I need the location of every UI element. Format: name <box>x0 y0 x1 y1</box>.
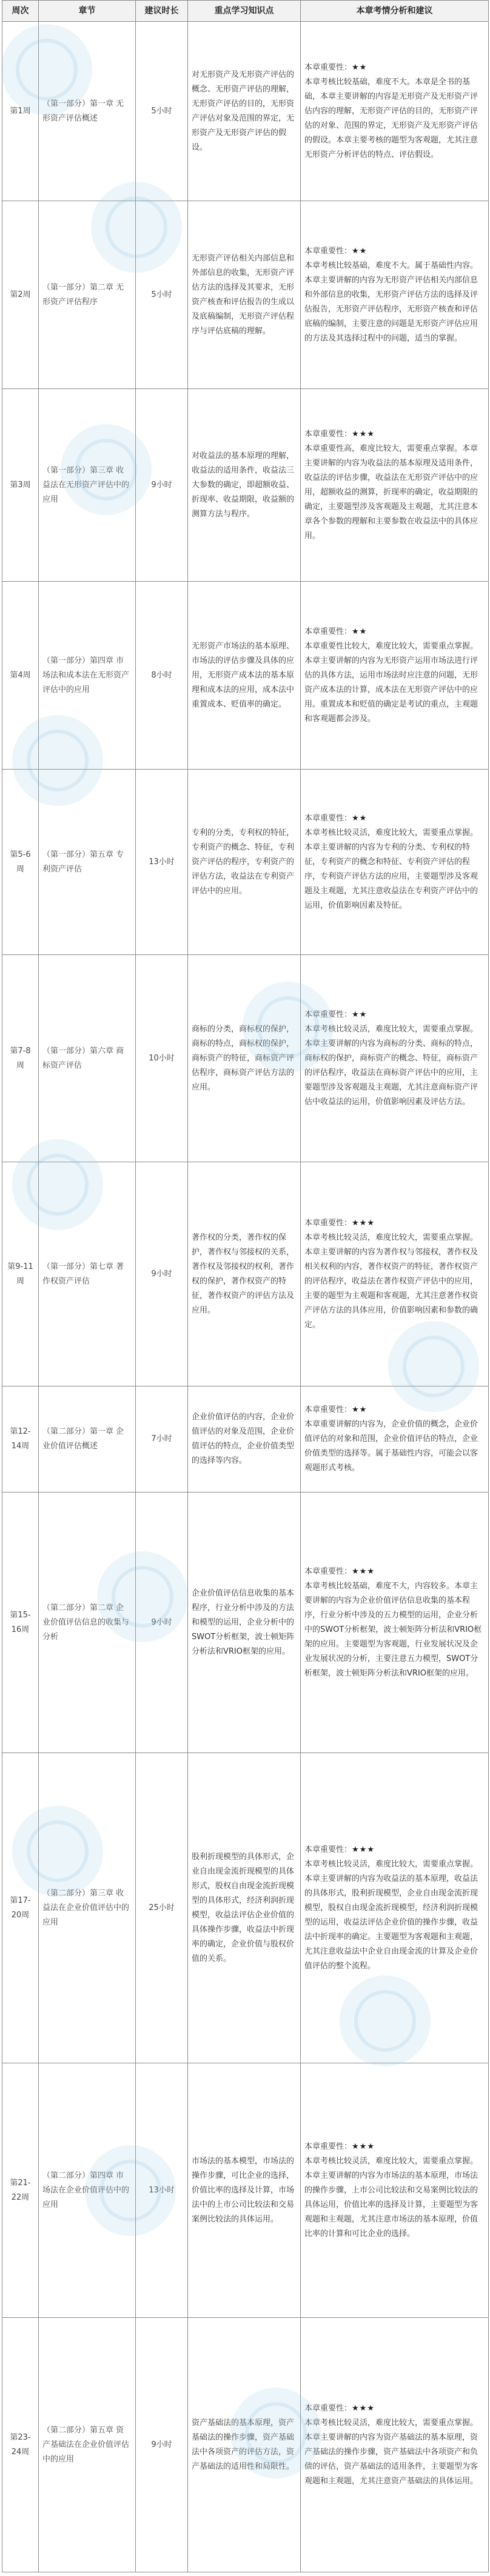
table-header-row <box>2 1 489 22</box>
week-cell: 第5-6周 <box>2 770 39 955</box>
advice-cell <box>301 582 489 770</box>
table-row <box>2 2318 489 2572</box>
importance-stars: ★★★ <box>352 1566 375 1576</box>
week-cell: 第12-14周 <box>2 1386 39 1493</box>
keypoints-cell: 市场法的基本模型，市场法的操作步骤，可比企业的选择，价值比率的选择及计算，市场法中的上市公司比较法和交易案例比较法的具体运用。 <box>188 2063 301 2318</box>
week-cell: 第1周 <box>2 22 39 201</box>
importance-stars: ★★★ <box>352 2142 375 2151</box>
keypoints-cell: 资产基础法的基本原理，资产基础法的操作步骤，资产基础法中各项资产的评估方法，资产基础法的适用性和局限性。 <box>188 2318 301 2572</box>
importance-label: 本章重要性： <box>304 246 352 256</box>
advice-text: 本章考核比较灵活，难度比较大，需要重点掌握。本章主要讲解的内容为资产基础法的基本原理，资产基础法的操作步骤，资产基础法中各项资产和负债的评估，资产基础法的适用条件，主要题型为客观题和主观题，尤其注意资产基础法的具体运用。 <box>304 2418 478 2486</box>
advice-text: 本章考核比较基础，难度不大，内容较多。本章主要讲解的内容为企业价值评估信息收集的基本程序，行业分析中涉及的五力模型的运用，企业分析中的SWOT分析框架，波士顿矩阵分析法和VRIO框架的应用。主要题型为客观题，行业发展状况及企业发展状况的分析，主要注意五力模型，SWOT分析框架，波士顿矩阵分析法和VRIO框架的应用。 <box>304 1581 482 1678</box>
keypoints-cell: 商标的分类，商标权的保护，商标的特点，商标权的保护，商标资产的特征，商标资产评估程序，商标资产评估方法的应用。 <box>188 955 301 1162</box>
week-cell: 第21-22周 <box>2 2063 39 2318</box>
table-row <box>2 1753 489 2063</box>
table-row <box>2 2063 489 2318</box>
importance-label: 本章重要性： <box>304 627 352 636</box>
table-row <box>2 201 489 389</box>
keypoints-cell: 对无形资产及无形资产评估的概念、无形资产评估的理解，无形资产评估的目的，无形资产评估对象及范围的界定，无形资产及无形资产评估的假设。 <box>188 22 301 201</box>
importance-label: 本章重要性： <box>304 1218 352 1228</box>
importance-label: 本章重要性： <box>304 62 352 72</box>
header-chapter: 章节 <box>39 1 136 22</box>
week-cell: 第17-20周 <box>2 1753 39 2063</box>
advice-text: 本章考核比较灵活，难度比较大，需要重点掌握。本章主要讲解的内容为商标的分类、商标的特点，商标权的保护，商标资产的概念、特征，商标资产的评估程序，收益法在商标资产评估中的应用，主要题型涉及客观题及主观题，尤其注意商标资产评估中收益法的运用，价值影响因素及评估方法。 <box>304 1024 478 1107</box>
advice-cell <box>301 1493 489 1753</box>
importance-stars: ★★★ <box>352 429 375 439</box>
time-cell: 9小时 <box>136 1162 188 1386</box>
chapter-cell: （第二部分）第一章 企业价值评估概述 <box>39 1386 136 1493</box>
keypoints-cell: 股利折现模型的具体形式，企业自由现金流折现模型的具体形式，股权自由现金流折现模型的具体形式，经济利润折现模型，收益法评估企业价值的具体操作步骤，收益法中折现率的确定，企业价值与股权价值的关系。 <box>188 1753 301 2063</box>
importance-label: 本章重要性： <box>304 1566 352 1576</box>
advice-cell <box>301 2063 489 2318</box>
advice-text: 本章考核比较灵活，难度比较大，需要重点掌握。本章主要讲解的内容为专利的分类、专利权的特征，专利资产的概念和特征、专利资产评估的程序，专利资产评估方法的应用，主要题型涉及客观题及主观题，尤其注意收益法在专利资产评估中的运用，价值影响因素及特征。 <box>304 828 478 910</box>
advice-text: 本章考核比较灵活，难度比较大，需要重点掌握。本章主要讲解的内容为市场法的基本原理，市场法的操作步骤，上市公司比较法和交易案例比较法的具体运用，价值比率的选择及计算，主要题型为客观题和主观题，尤其注意市场法的基本原理，价值比率的计算和可比企业的选择。 <box>304 2156 478 2238</box>
time-cell: 10小时 <box>136 955 188 1162</box>
time-cell: 25小时 <box>136 1753 188 2063</box>
chapter-cell: （第二部分）第三章 收益法在企业价值评估中的应用 <box>39 1753 136 2063</box>
chapter-cell: （第一部分）第五章 专利资产评估 <box>39 770 136 955</box>
time-cell: 9小时 <box>136 2318 188 2572</box>
advice-cell <box>301 955 489 1162</box>
advice-cell <box>301 1386 489 1493</box>
importance-stars: ★★ <box>352 62 368 72</box>
chapter-cell: （第一部分）第三章 收益法在无形资产评估中的应用 <box>39 389 136 582</box>
importance-stars: ★★★ <box>352 2403 375 2413</box>
keypoints-cell: 专利的分类，专利权的特征，专利资产的概念、特征，专利资产评估的程序，专利资产的评估方法，收益法在专利资产评估中的应用。 <box>188 770 301 955</box>
chapter-cell: （第二部分）第五章 资产基础法在企业价值评估中的应用 <box>39 2318 136 2572</box>
advice-text: 本章重要性高，难度比较大，需要重点掌握。本章主要讲解的内容为收益法的基本原理及适用条件，收益法的评估步骤，收益法在无形资产评估中的应用，超额收益的测算，折现率的确定，收益期限的确定，主要题型涉及客观题及主观题，尤其注意本章各个参数的理解和主要参数在收益法中的具体应用。 <box>304 444 478 541</box>
time-cell: 9小时 <box>136 1493 188 1753</box>
advice-cell <box>301 389 489 582</box>
importance-stars: ★★ <box>352 246 368 256</box>
advice-text: 本章考核比较灵活，难度比较大，需要重点掌握。本章主要讲解的内容为收益法的基本原理，收益法的具体形式，股利折现模型，企业自由现金流折现模型，股权自由现金流折现模型，经济利润折现模型的运用，收益法评估企业价值的操作步骤，收益法中折现率的确定。主要题型为客观题和主观题，尤其注意收益法中企业自由现金流的计算及企业价值评估的整个流程。 <box>304 1859 478 1971</box>
advice-text: 本章重要性比较大，难度比较大，需要重点掌握。本章主要讲解的内容为无形资产运用市场法进行评估的具体方法，运用市场法时应注意的问题，无形资产成本法的计算，成本法在无形资产评估中的应用。重置成本和贬值的确定是考试的重点，主观题和客观题都会涉及。 <box>304 641 478 724</box>
study-plan-table <box>2 0 489 2572</box>
chapter-cell: （第一部分）第六章 商标资产评估 <box>39 955 136 1162</box>
chapter-cell: （第二部分）第二章 企业价值评估信息的收集与分析 <box>39 1493 136 1753</box>
table-row <box>2 1162 489 1386</box>
keypoints-cell: 企业价值评估信息收集的基本程序，行业分析中涉及的方法和模型的运用，企业分析中的SWOT分析框架，波士顿矩阵分析法和VRIO框架的应用。 <box>188 1493 301 1753</box>
advice-text: 本章考核比较基础，难度不大。属于基础性内容。本章主要讲解的内容为无形资产评估相关内部信息和外部信息的收集，无形资产评估方法的选择及评估报告，无形资产评估程序，无形资产核查和评估底稿的编制，主要注意的问题是无形资产评估应用的方法及其选择过程中的问题，适当的掌握。 <box>304 261 478 343</box>
chapter-cell: （第一部分）第四章 市场法和成本法在无形资产评估中的应用 <box>39 582 136 770</box>
keypoints-cell: 对收益法的基本原理的理解，收益法的适用条件，收益法三大参数的确定，即超额收益、折现率、收益期限，收益额的测算方法与程序。 <box>188 389 301 582</box>
week-cell: 第15-16周 <box>2 1493 39 1753</box>
advice-text: 本章考核比较基础，难度不大。本章是全书的基础，本章主要讲解的内容是无形资产及无形资产评估内容的理解，无形资产评估的目的，无形资产评估的对象、范围的界定，无形资产及无形资产评估的假设。本章主要考核的题型为客观题，尤其注意无形资产分析评估的特点、评估假设。 <box>304 77 478 159</box>
week-cell: 第9-11周 <box>2 1162 39 1386</box>
header-time: 建议时长 <box>136 1 188 22</box>
time-cell: 5小时 <box>136 22 188 201</box>
importance-label: 本章重要性： <box>304 2403 352 2413</box>
chapter-cell: （第二部分）第四章 市场法在企业价值评估中的应用 <box>39 2063 136 2318</box>
time-cell: 13小时 <box>136 2063 188 2318</box>
advice-cell <box>301 22 489 201</box>
week-cell: 第7-8周 <box>2 955 39 1162</box>
header-keypoints: 重点学习知识点 <box>188 1 301 22</box>
advice-cell <box>301 1753 489 2063</box>
advice-cell <box>301 770 489 955</box>
time-cell: 8小时 <box>136 582 188 770</box>
importance-label: 本章重要性： <box>304 1010 352 1019</box>
table-row <box>2 1386 489 1493</box>
importance-label: 本章重要性： <box>304 2142 352 2151</box>
table-row <box>2 770 489 955</box>
chapter-cell: （第一部分）第一章 无形资产评估概述 <box>39 22 136 201</box>
header-week: 周次 <box>2 1 39 22</box>
importance-label: 本章重要性： <box>304 1405 352 1414</box>
week-cell: 第4周 <box>2 582 39 770</box>
importance-stars: ★★ <box>352 1010 368 1019</box>
keypoints-cell: 著作权的分类，著作权的保护，著作权与邻接权的关系，著作权及邻接权的权利，著作权的保护，著作权资产的特征，著作权资产的评估方法及应用。 <box>188 1162 301 1386</box>
advice-text: 本章考核比较灵活，难度比较大，需要重点掌握。本章主要讲解的内容为著作权与邻接权，著作权及相关权利的内容，著作权资产的特征，著作权资产的评估程序，收益法在著作权资产评估中的应用，主要的题型为主观题和客观题，尤其注意著作权资产评估方法的具体应用，价值影响因素和参数的确定。 <box>304 1233 478 1330</box>
advice-cell <box>301 201 489 389</box>
time-cell: 5小时 <box>136 201 188 389</box>
importance-stars: ★★ <box>352 813 368 823</box>
chapter-cell: （第一部分）第二章 无形资产评估程序 <box>39 201 136 389</box>
advice-cell <box>301 1162 489 1386</box>
importance-stars: ★★ <box>352 627 368 636</box>
importance-stars: ★★★ <box>352 1845 375 1854</box>
importance-stars: ★★ <box>352 1405 368 1414</box>
time-cell: 9小时 <box>136 389 188 582</box>
chapter-cell: （第一部分）第七章 著作权资产评估 <box>39 1162 136 1386</box>
table-row <box>2 955 489 1162</box>
week-cell: 第2周 <box>2 201 39 389</box>
importance-stars: ★★★ <box>352 1218 375 1228</box>
importance-label: 本章重要性： <box>304 1845 352 1854</box>
week-cell: 第23-24周 <box>2 2318 39 2572</box>
table-row <box>2 582 489 770</box>
keypoints-cell: 无形资产市场法的基本原理、市场法的评估步骤及具体的应用，无形资产成本法的基本原理和成本法的应用，成本法中重置成本、贬值率的确定。 <box>188 582 301 770</box>
time-cell: 7小时 <box>136 1386 188 1493</box>
table-row <box>2 22 489 201</box>
table-row <box>2 389 489 582</box>
week-cell: 第3周 <box>2 389 39 582</box>
time-cell: 13小时 <box>136 770 188 955</box>
advice-cell <box>301 2318 489 2572</box>
keypoints-cell: 企业价值评估的内容，企业价值评估的对象及范围，企业价值评估的特点，企业价值类型的选择等内容。 <box>188 1386 301 1493</box>
keypoints-cell: 无形资产评估相关内部信息和外部信息的收集，无形资产评估方法的选择及其要求，无形资产核查和评估报告的生成以及底稿编制，无形资产评估程序与评估底稿的理解。 <box>188 201 301 389</box>
importance-label: 本章重要性： <box>304 429 352 439</box>
header-advice: 本章考情分析和建议 <box>301 1 489 22</box>
advice-text: 本章重要讲解的内容为，企业价值的概念，企业价值评估的对象和范围，企业价值评估的特点，企业价值类型的选择等。属于基础性内容，可能会以客观题形式考核。 <box>304 1420 478 1473</box>
importance-label: 本章重要性： <box>304 813 352 823</box>
table-row <box>2 1493 489 1753</box>
